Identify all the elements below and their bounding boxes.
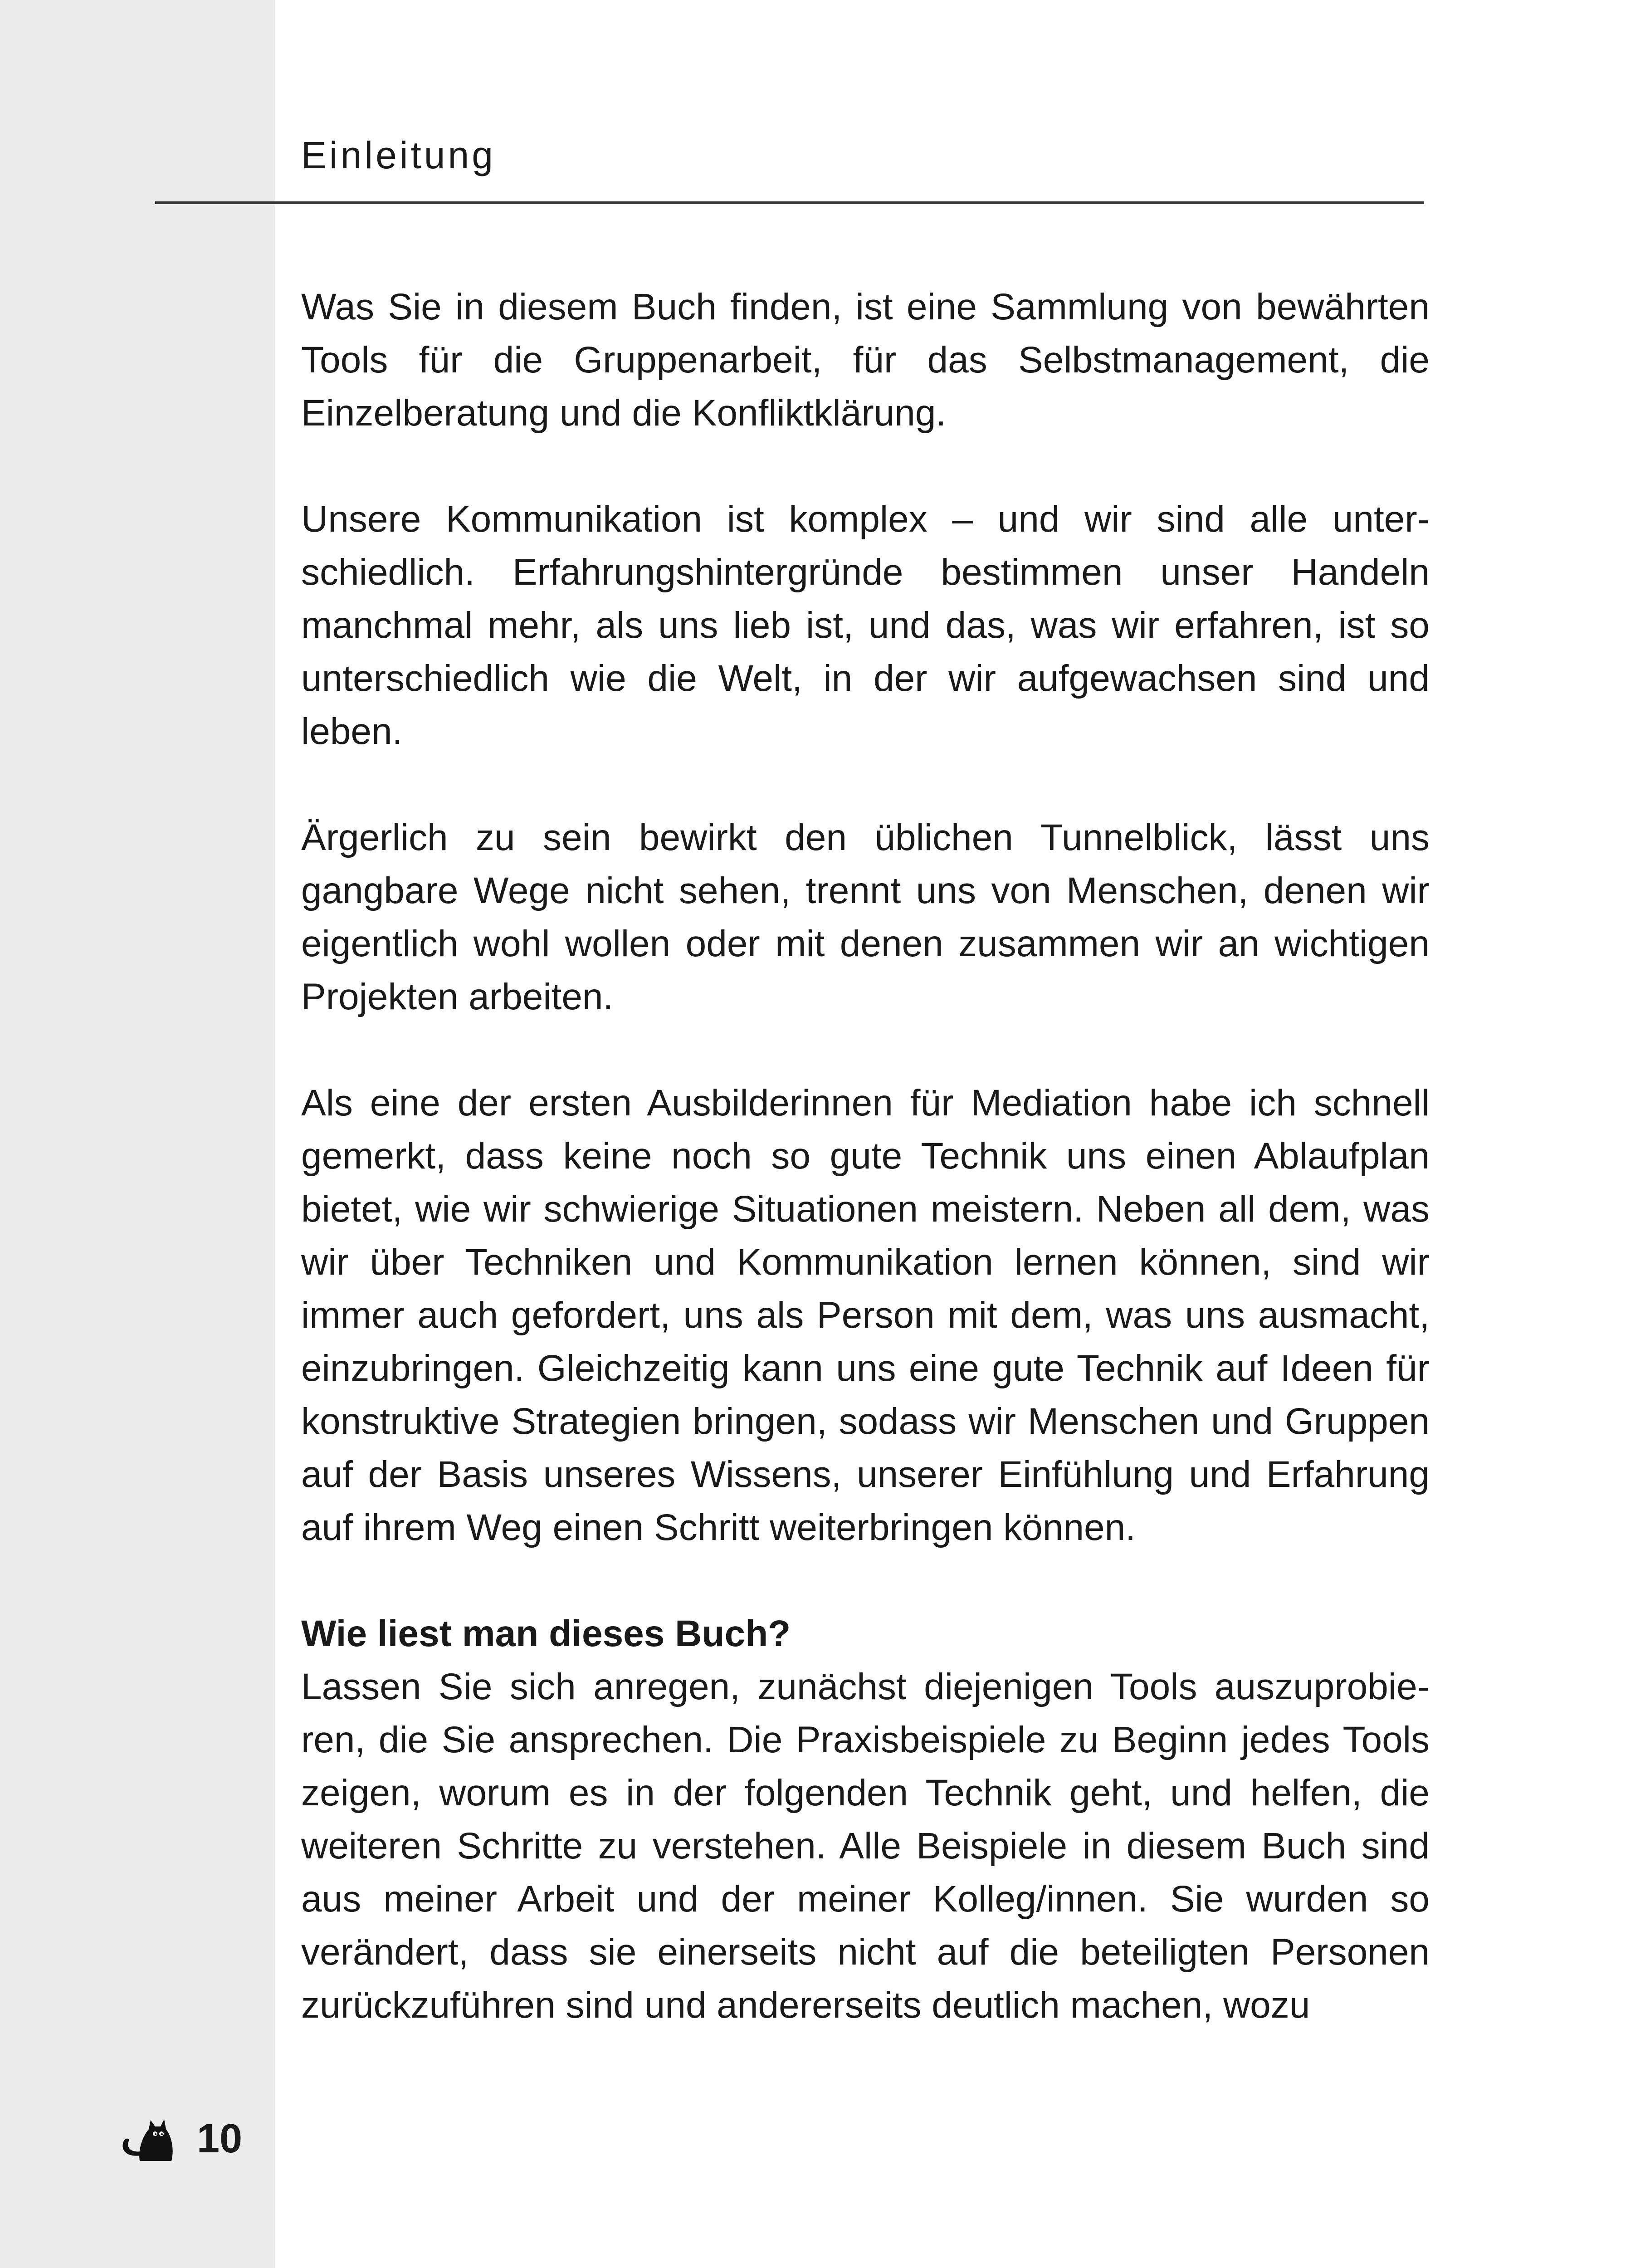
paragraph-4: Als eine der ersten Ausbilderinnen für Mediation habe ich schnell gemerkt, dass keine noch so gute Technik uns einen Ablaufplan bietet, wie wir schwierige Situationen meistern. Neben all dem, was wir über Techniken und Kommunikation lernen können, sind wir immer auch gefordert, uns als Person mit dem, was uns ausmacht, einzubringen. Gleichzeitig kann uns eine gute Technik auf Ideen für konstruktive Strategien bringen, sodass wir Menschen und Gruppen auf der Basis unseres Wissens, unserer Einfühlung und Erfahrung auf ihrem Weg einen Schritt weiterbringen können. — [301, 1082, 1430, 1548]
header-rule — [155, 201, 1424, 204]
page-number: 10 — [197, 2116, 243, 2161]
cat-icon — [117, 2114, 181, 2164]
body-text — [301, 280, 1430, 2032]
paragraph-2: Unsere Kommunikation ist komplex – und wir sind alle unterschiedlich. Erfahrungshintergründe bestimmen unser Handeln manchmal mehr, als uns lieb ist, und das, was wir erfahren, ist so unterschiedlich wie die Welt, in der wir aufgewachsen sind und leben. — [301, 499, 1430, 752]
section-subheading: Wie liest man dieses Buch? — [301, 1613, 791, 1654]
paragraph-5: Lassen Sie sich anregen, zunächst diejenigen Tools auszuprobieren, die Sie ansprechen. Die Praxisbeispiele zu Beginn jedes Tools zeigen, worum es in der folgenden Technik geht, und helfen, die weiteren Schritte zu verstehen. Alle Beispiele in diesem Buch sind aus meiner Arbeit und der meiner Kolleg/innen. Sie wurden so verändert, dass sie einerseits nicht auf die beteiligten Personen zurückzuführen sind und andererseits deutlich machen, wozu — [301, 1666, 1430, 2026]
paragraph-3: Ärgerlich zu sein bewirkt den üblichen Tunnelblick, lässt uns gangbare Wege nicht sehen, trennt uns von Menschen, denen wir eigentlich wohl wollen oder mit denen zusammen wir an wichtigen Projekten arbeiten. — [301, 817, 1430, 1017]
page-margin-strip — [0, 0, 275, 2268]
running-head: Einleitung — [301, 134, 496, 176]
page-footer — [117, 2114, 242, 2164]
paragraph-1: Was Sie in diesem Buch finden, ist eine Sammlung von bewährten Tools für die Gruppenarbeit, für das Selbstmanagement, die Einzelberatung und die Konfliktklärung. — [301, 286, 1430, 434]
